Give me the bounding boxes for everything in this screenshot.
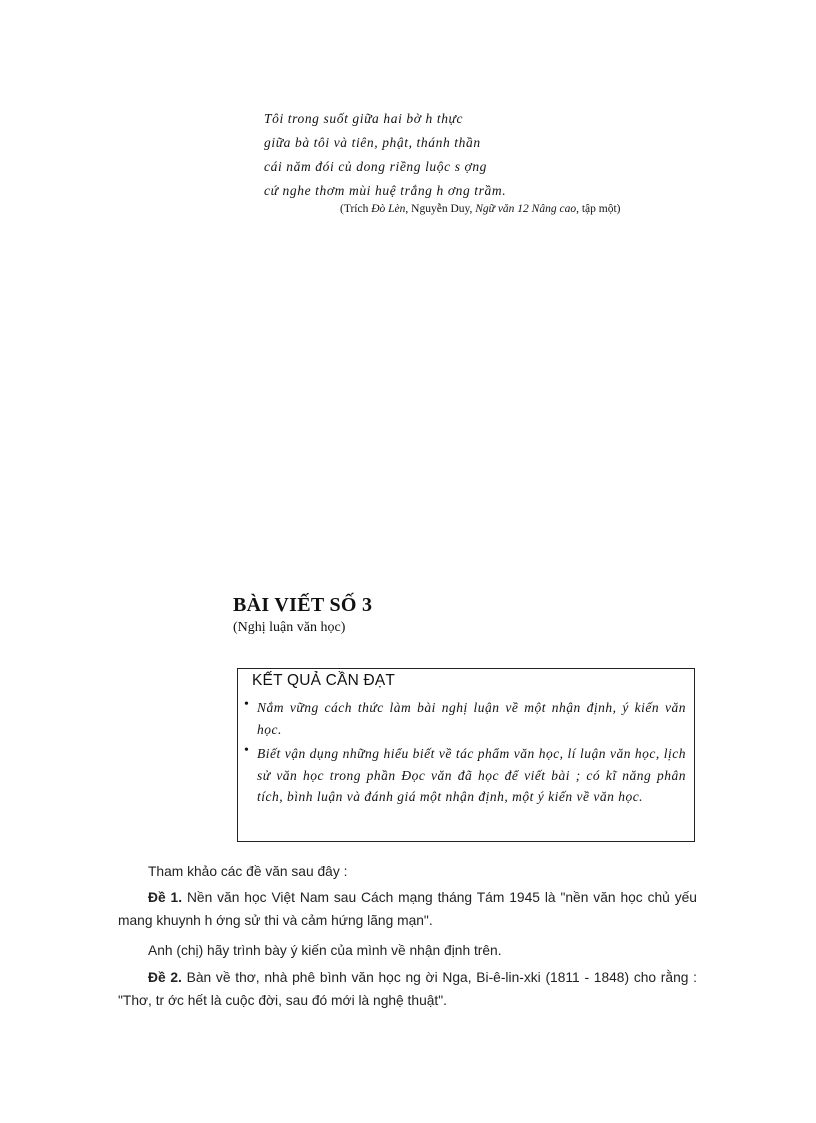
intro-paragraph: Tham khảo các đề văn sau đây : [148, 864, 348, 879]
topic-1-paragraph [118, 886, 697, 932]
topic-2-text: Bàn về thơ, nhà phê bình văn học ng ời Nga, Bi-ê-lin-xki (1811 - 1848) cho rằng : "Thơ, tr ớc hết là cuộc đời, sau đó mới là nghệ thuật". [118, 970, 697, 1008]
topic-1-text: Nền văn học Việt Nam sau Cách mạng tháng Tám 1945 là "nền văn học chủ yếu mang khuynh h ớng sử thi và cảm hứng lãng mạn". [118, 890, 697, 928]
topic-1-label: Đề 1. [148, 890, 183, 905]
topic-2-label: Đề 2. [148, 970, 182, 985]
citation-prefix: (Trích [340, 203, 372, 215]
goal-text: Biết vận dụng những hiểu biết về tác phẩm văn học, lí luận văn học, lịch sử văn học trong phần Đọc văn đã học để viết bài ; có kĩ năng phân tích, bình luận và đánh giá một nhận định, một ý kiến về văn học. [257, 746, 686, 804]
learning-goals-box [237, 668, 695, 842]
goal-item [244, 697, 686, 740]
poem-line: giữa bà tôi và tiên, phật, thánh thần [264, 135, 481, 150]
citation-author: , Nguyễn Duy, [405, 203, 476, 215]
poem-citation [340, 203, 620, 215]
goal-text: Nắm vững cách thức làm bài nghị luận về một nhận định, ý kiến văn học. [257, 700, 686, 737]
goals-title: KẾT QUẢ CẦN ĐẠT [252, 672, 396, 689]
bullet-icon: • [244, 743, 250, 758]
citation-suffix: , tập một) [576, 203, 621, 215]
poem-line: Tôi trong suốt giữa hai bờ h thực [264, 111, 464, 126]
goal-item [244, 743, 686, 808]
section-title: BÀI VIẾT SỐ 3 [233, 594, 373, 616]
poem-excerpt [264, 107, 506, 203]
bullet-icon: • [244, 697, 250, 712]
poem-line: cái năm đói củ dong riềng luộc s ợng [264, 159, 488, 174]
topic-2-paragraph [118, 966, 697, 1012]
citation-work: Đò Lèn [371, 203, 406, 215]
poem-line: cứ nghe thơm mùi huệ trắng h ơng trầm. [264, 183, 507, 198]
citation-book: Ngữ văn 12 Nâng cao [475, 203, 577, 215]
section-subtitle: (Nghị luận văn học) [233, 620, 346, 635]
topic-1-question: Anh (chị) hãy trình bày ý kiến của mình về nhận định trên. [148, 943, 502, 958]
